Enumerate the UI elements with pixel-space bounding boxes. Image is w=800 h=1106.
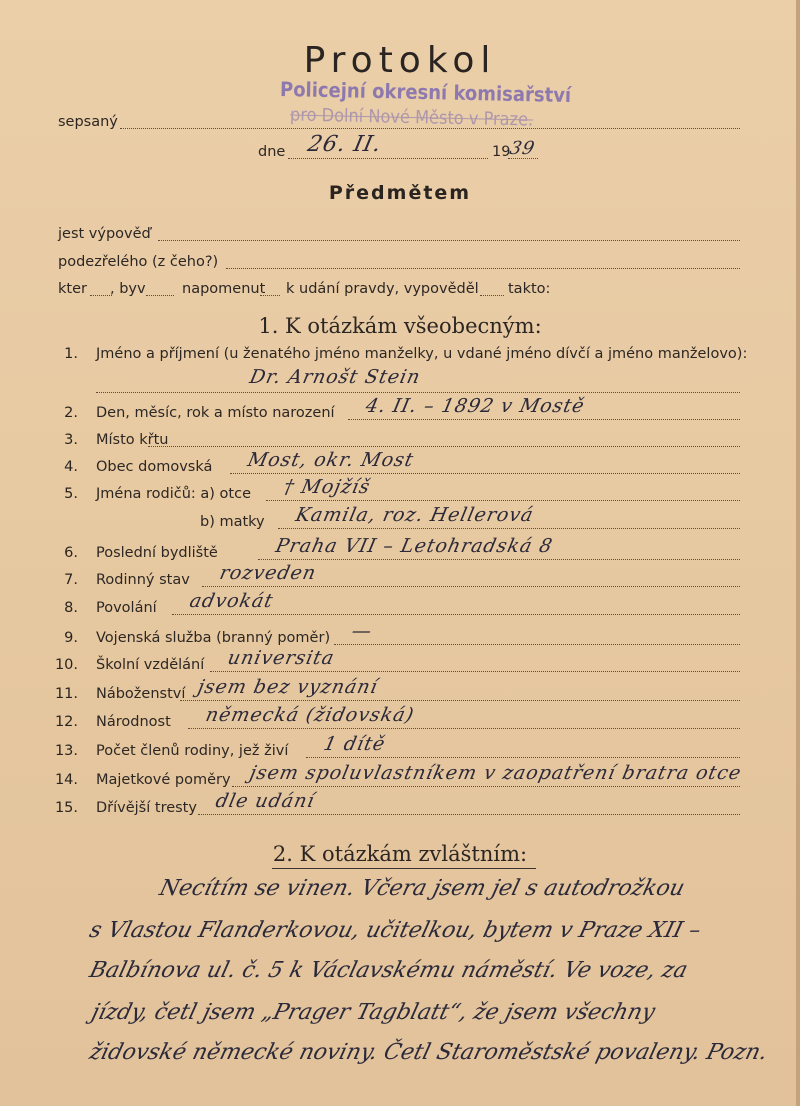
subject-heading: Předmětem <box>328 182 472 204</box>
question-number: 14. <box>54 772 78 788</box>
answer-dotted-line <box>348 419 740 420</box>
question-number: 6. <box>64 545 78 561</box>
kter-label: kter <box>58 281 87 297</box>
stamp-line-2: pro Dolní Nové Město v Praze. <box>289 104 534 131</box>
section2-underline <box>272 868 536 869</box>
question-number: 12. <box>54 714 78 730</box>
udani-label: k udání pravdy, vypověděl <box>286 281 479 297</box>
stamp-line-1: Policejní okresní komisařství <box>279 76 572 108</box>
question-label: Poslední bydliště <box>96 545 218 561</box>
question-label: Rodinný stav <box>96 572 190 588</box>
vypoved-dotted-line <box>158 240 740 241</box>
handwritten-statement-line: Balbínova ul. č. 5 k Václavskému náměstí. Ve voze, za <box>86 958 691 983</box>
handwritten-answer: — <box>349 620 375 642</box>
answer-dotted-line <box>278 528 740 529</box>
answer-dotted-line <box>148 446 740 447</box>
napomenut-dots <box>260 295 280 296</box>
dne-label: dne <box>258 144 286 160</box>
section2-heading: 2. K otázkám zvláštním: <box>272 842 528 866</box>
question-label: Vojenská služba (branný poměr) <box>96 630 331 646</box>
handwritten-answer: jsem bez vyznání <box>195 676 381 698</box>
year-handwritten: 39 <box>507 138 538 159</box>
question-label: Povolání <box>96 600 157 616</box>
answer-dotted-line <box>172 614 740 615</box>
sepsany-label: sepsaný <box>58 114 118 130</box>
question-number: 8. <box>64 600 78 616</box>
handwritten-statement-line: Necítím se vinen. Včera jsem jel s autodrožkou <box>156 876 688 901</box>
podezreleho-label: podezřelého (z čeho?) <box>58 254 219 270</box>
question-label: Majetkové poměry <box>96 772 231 788</box>
question-number: 3. <box>64 432 78 448</box>
answer-dotted-line <box>334 644 740 645</box>
handwritten-statement-line: židovské německé noviny. Četl Staroměstské povaleny. Pozn. <box>86 1040 771 1065</box>
handwritten-answer: † Mojžíš <box>281 476 373 498</box>
question-number: 7. <box>64 572 78 588</box>
question-number: 13. <box>54 743 78 759</box>
question-label: Den, měsíc, rok a místo narození <box>96 405 335 421</box>
vypoved-label: jest výpověď <box>58 226 151 242</box>
question-number: 10. <box>54 657 78 673</box>
question-label: b) matky <box>200 514 265 530</box>
question-label: Obec domovská <box>96 459 213 475</box>
answer-dotted-line <box>230 473 740 474</box>
byv-dots <box>146 295 174 296</box>
question-number: 1. <box>64 346 78 362</box>
question-label: Jména rodičů: a) otce <box>96 486 252 502</box>
answer-dotted-line <box>258 559 740 560</box>
handwritten-answer: Kamila, roz. Hellerová <box>293 504 536 526</box>
vypovedel-dots <box>480 295 504 296</box>
question-number: 15. <box>54 800 78 816</box>
podezreleho-dotted-line <box>226 268 740 269</box>
handwritten-answer: 1 dítě <box>321 733 388 755</box>
answer-dotted-line <box>210 671 740 672</box>
handwritten-answer: dle udání <box>213 790 317 812</box>
handwritten-answer: rozveden <box>217 562 319 584</box>
question-label: Národnost <box>96 714 171 730</box>
question-number: 9. <box>64 630 78 646</box>
question-label: Jméno a příjmení (u ženatého jméno manželky, u vdané jméno dívčí a jméno manželovo): <box>96 346 748 362</box>
handwritten-answer: universita <box>225 647 337 669</box>
handwritten-statement-line: s Vlastou Flanderkovou, učitelkou, bytem v Praze XII – <box>86 918 704 943</box>
question-label: Místo křtu <box>96 432 169 448</box>
answer-dotted-line <box>232 786 740 787</box>
kter-dots <box>90 295 112 296</box>
answer-dotted-line <box>188 728 740 729</box>
question-number: 11. <box>54 686 78 702</box>
handwritten-answer: jsem spoluvlastníkem v zaopatření bratra otce <box>247 762 744 784</box>
question-label: Náboženství <box>96 686 186 702</box>
question-label: Školní vzdělání <box>96 657 205 673</box>
napomenut-label: napomenut <box>182 281 266 297</box>
date-handwritten: 26. II. <box>305 132 385 157</box>
dne-dotted-line <box>288 158 488 159</box>
answer-dotted-line <box>96 392 740 393</box>
handwritten-statement-line: jízdy, četl jsem „Prager Tagblatt“, že jsem všechny <box>88 1000 658 1025</box>
takto-label: takto: <box>508 281 551 297</box>
handwritten-answer: Most, okr. Most <box>245 449 417 471</box>
document-title: Protokol <box>303 40 497 81</box>
answer-dotted-line <box>198 814 740 815</box>
question-number: 4. <box>64 459 78 475</box>
answer-dotted-line <box>306 757 740 758</box>
byv-label: , byv <box>110 281 146 297</box>
year-dotted-line <box>508 158 538 159</box>
question-number: 2. <box>64 405 78 421</box>
handwritten-answer: advokát <box>187 590 276 612</box>
handwritten-answer: Praha VII – Letohradská 8 <box>273 535 555 557</box>
handwritten-answer: Dr. Arnošt Stein <box>247 366 423 388</box>
question-number: 5. <box>64 486 78 502</box>
section1-heading: 1. K otázkám všeobecným: <box>258 314 542 338</box>
handwritten-answer: 4. II. – 1892 v Mostě <box>363 395 587 417</box>
answer-dotted-line <box>266 500 740 501</box>
year-printed: 19 <box>492 144 511 160</box>
handwritten-answer: německá (židovská) <box>203 704 417 726</box>
answer-dotted-line <box>202 586 740 587</box>
sepsany-dotted-line <box>120 128 740 129</box>
question-label: Počet členů rodiny, jež živí <box>96 743 289 759</box>
question-label: Dřívější tresty <box>96 800 197 816</box>
answer-dotted-line <box>180 700 740 701</box>
